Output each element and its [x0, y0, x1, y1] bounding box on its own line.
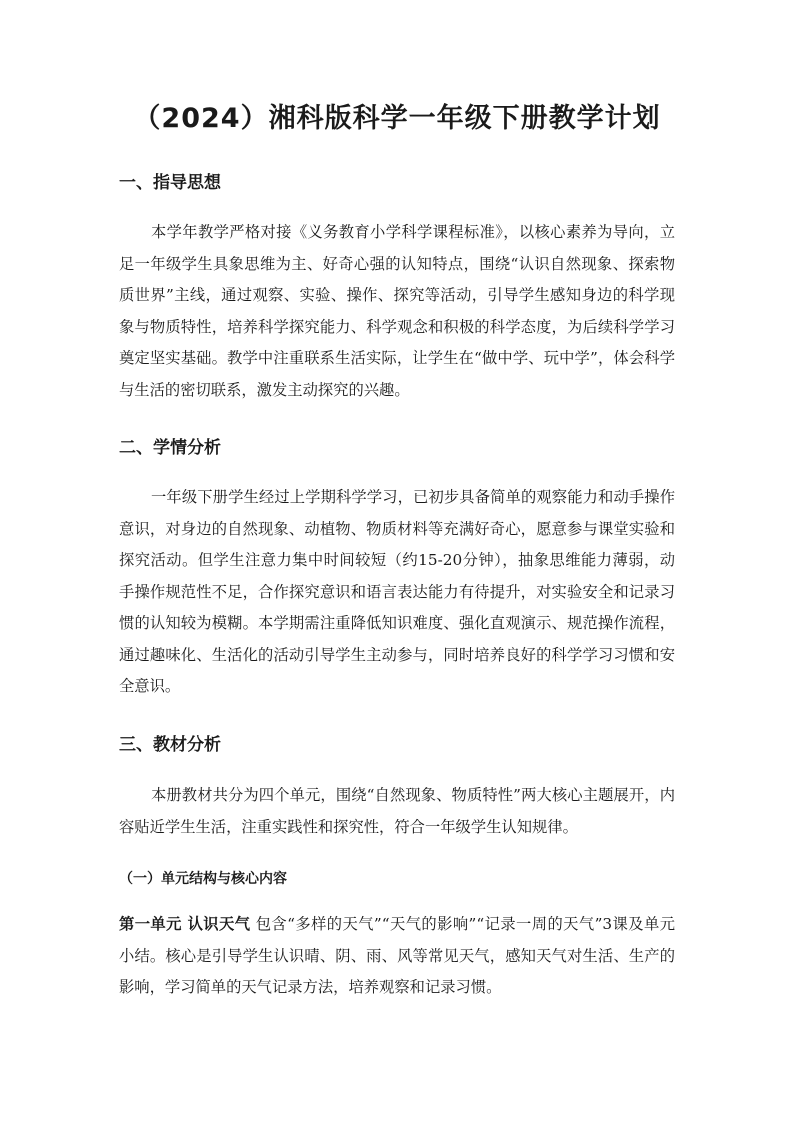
document-title: （2024）湘科版科学一年级下册教学计划	[133, 103, 661, 134]
section-heading-textbook-analysis: 三、教材分析	[119, 735, 221, 755]
unit1-paragraph	[119, 909, 675, 1004]
section-heading-guiding-ideology: 一、指导思想	[119, 173, 221, 193]
unit1-lead: 第一单元 认识天气	[119, 915, 251, 933]
section-paragraph-guiding-ideology: 本学年教学严格对接《义务教育小学科学课程标准》，以核心素养为导向，立足一年级学生具象思维为主、好奇心强的认知特点，围绕“认识自然现象、探索物质世界”主线，通过观察、实验、操作、探究等活动，引导学生感知身边的科学现象与物质特性，培养科学探究能力、科学观念和积极的科学态度，为后续科学学习奠定坚实基础。教学中注重联系生活实际，让学生在“做中学、玩中学”，体会科学与生活的密切联系，激发主动探究的兴趣。	[119, 223, 675, 399]
unit1-text: 包含“多样的天气”“天气的影响”“记录一周的天气”3课及单元小结。核心是引导学生认识晴、阴、雨、风等常见天气，感知天气对生活、生产的影响，学习简单的天气记录方法，培养观察和记录习惯。	[119, 915, 675, 996]
section-paragraph-textbook-analysis: 本册教材共分为四个单元，围绕“自然现象、物质特性”两大核心主题展开，内容贴近学生生活，注重实践性和探究性，符合一年级学生认知规律。	[119, 786, 675, 836]
section-paragraph-learner-analysis: 一年级下册学生经过上学期科学学习，已初步具备简单的观察能力和动手操作意识，对身边的自然现象、动植物、物质材料等充满好奇心，愿意参与课堂实验和探究活动。但学生注意力集中时间较短（约15-20分钟），抽象思维能力薄弱，动手操作规范性不足，合作探究意识和语言表达能力有待提升，对实验安全和记录习惯的认知较为模糊。本学期需注重降低知识难度、强化直观演示、规范操作流程，通过趣味化、生活化的活动引导学生主动参与，同时培养良好的科学学习习惯和安全意识。	[119, 488, 675, 695]
subsection-heading-unit-structure: （一）单元结构与核心内容	[119, 871, 287, 887]
section-heading-learner-analysis: 二、学情分析	[119, 438, 221, 458]
